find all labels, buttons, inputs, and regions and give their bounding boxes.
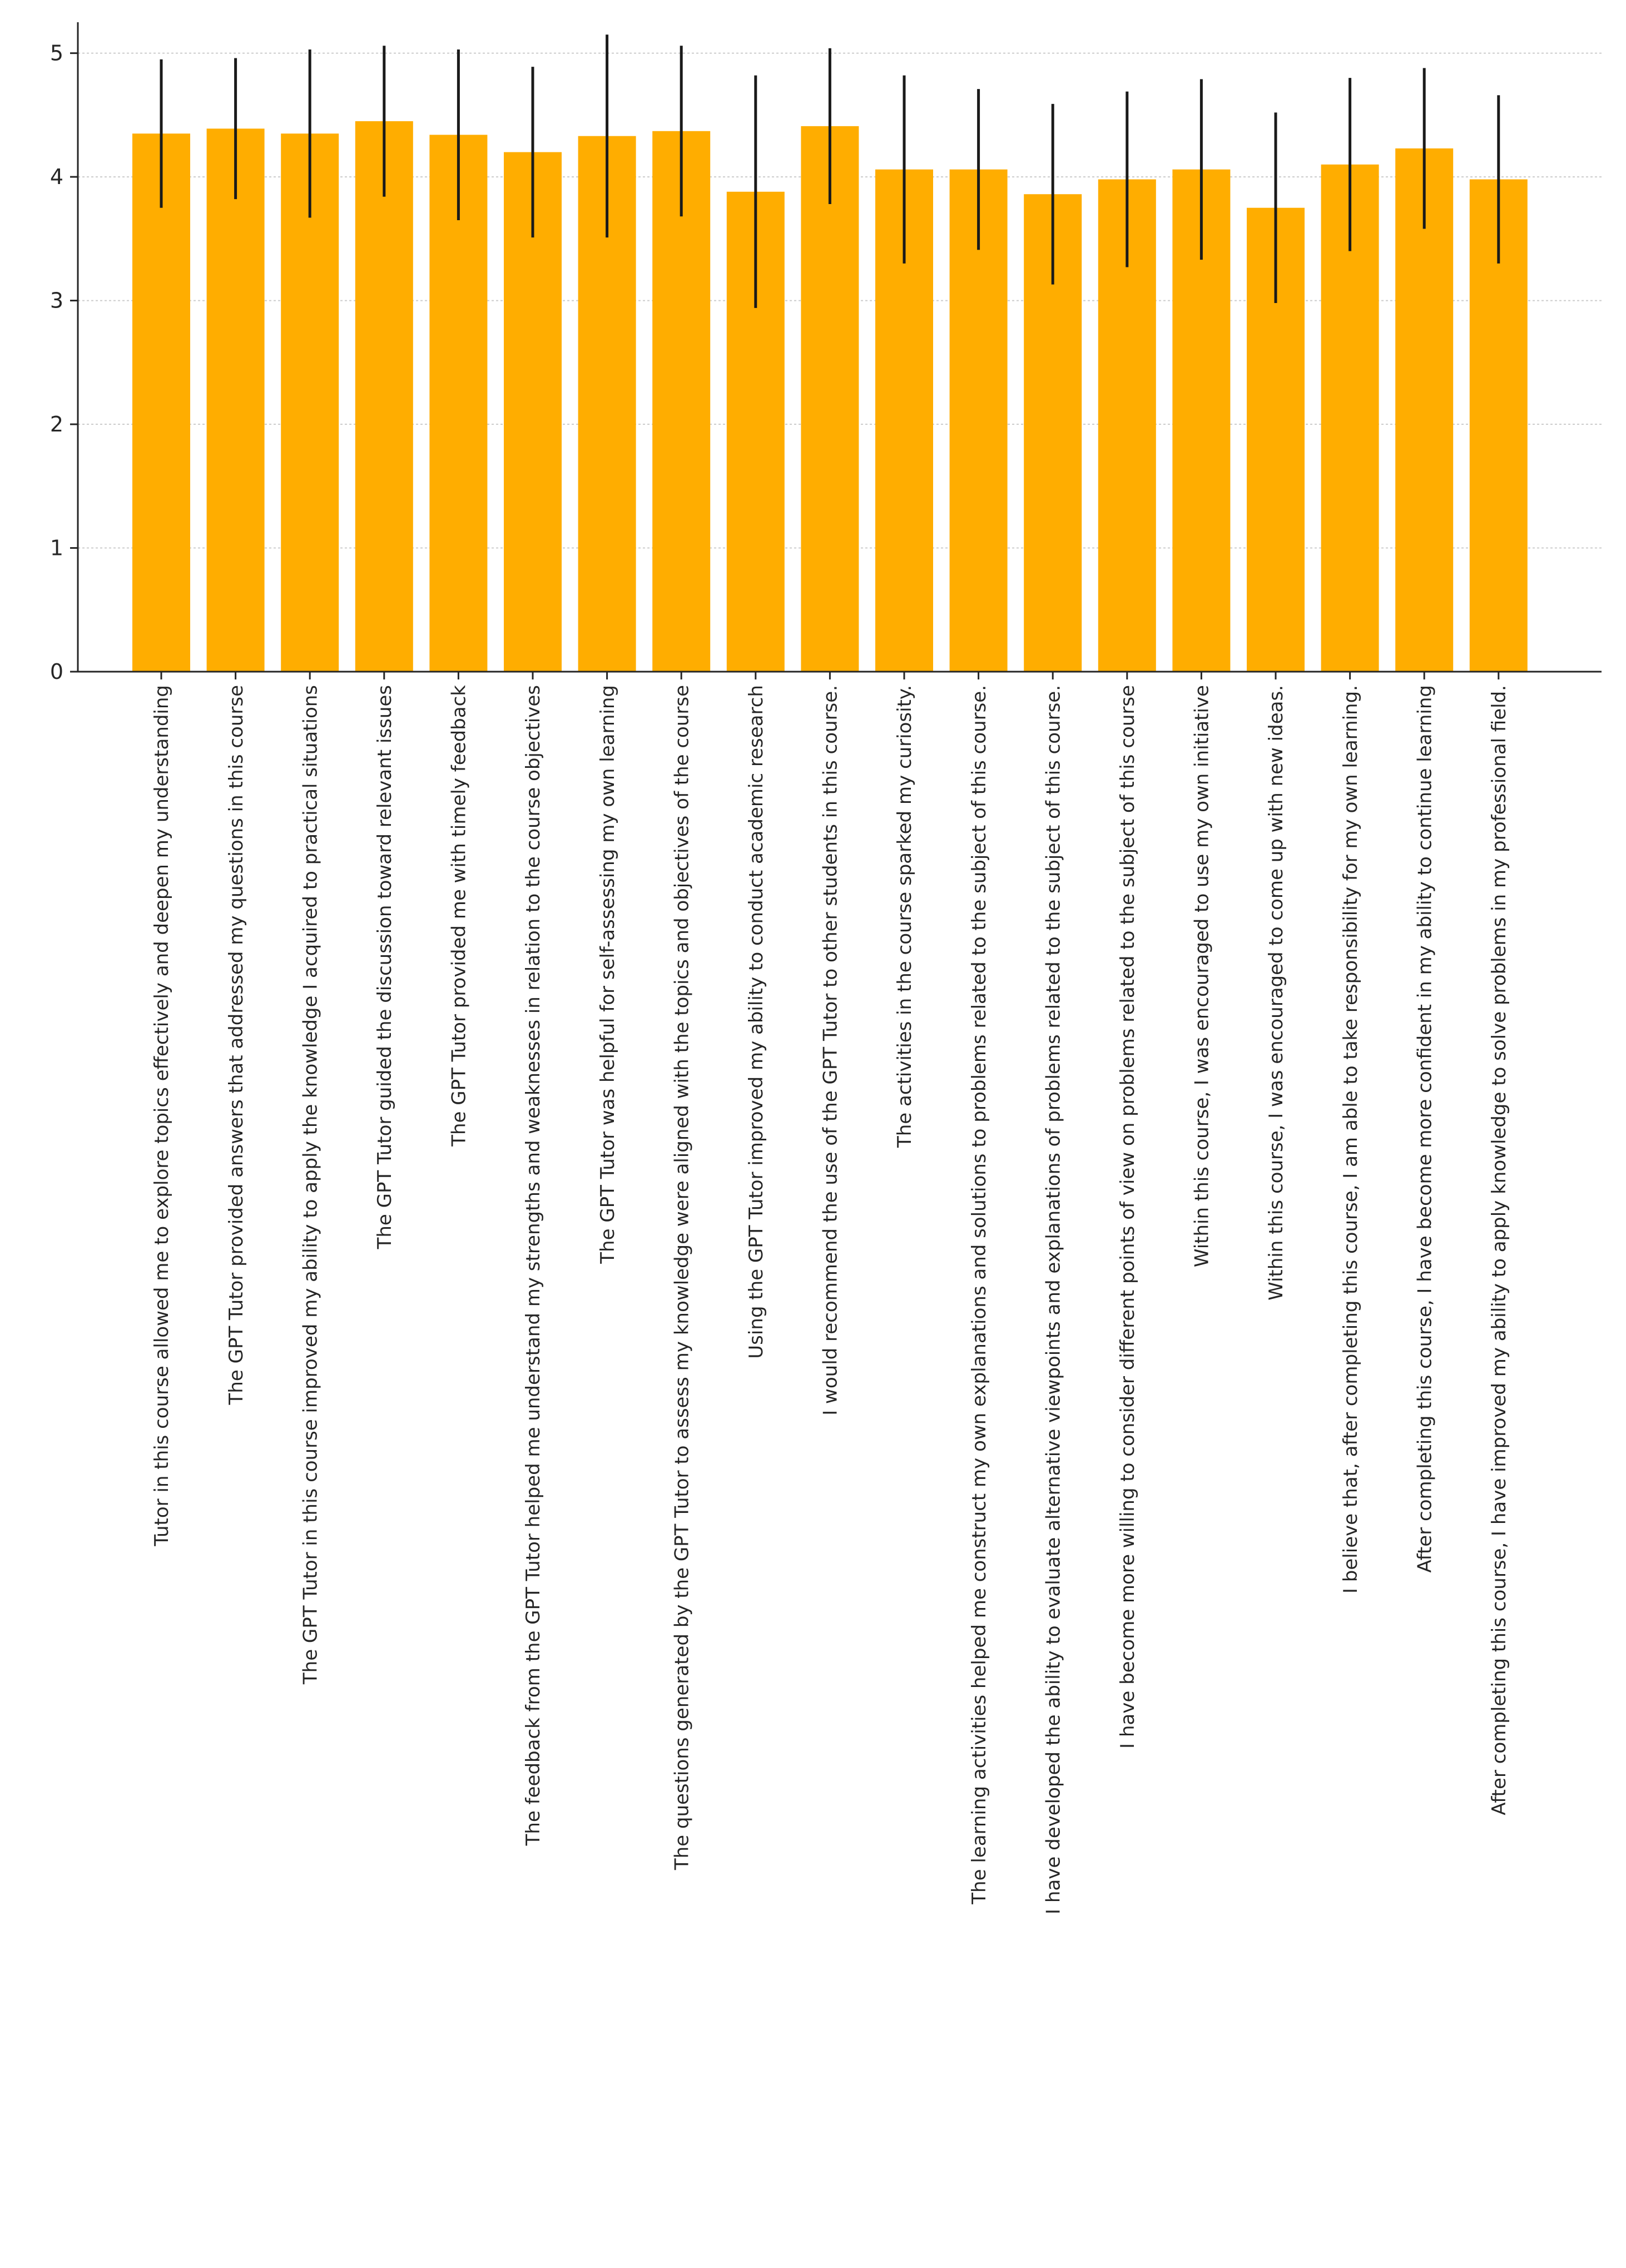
x-tick-label: After completing this course, I have improved my ability to apply knowledge to solve problems in my professional field.: [1488, 685, 1511, 1815]
y-tick-label: 4: [49, 165, 63, 190]
x-tick-label: I believe that, after completing this course, I am able to take responsibility for my own learning.: [1339, 685, 1362, 1594]
x-tick-label: The GPT Tutor was helpful for self-assessing my own learning: [596, 684, 619, 1264]
y-tick-label: 3: [49, 288, 63, 313]
y-tick-label: 1: [49, 535, 63, 560]
x-tick-label: Tutor in this course allowed me to explore topics effectively and deepen my understanding: [151, 685, 173, 1546]
x-tick-label: The questions generated by the GPT Tutor to assess my knowledge were aligned with the topics and objectives of the course: [671, 685, 693, 1870]
bar: [132, 133, 190, 672]
x-tick-label: The activities in the course sparked my curiosity.: [894, 685, 916, 1148]
x-tick-label: The GPT Tutor provided answers that addressed my questions in this course: [225, 685, 247, 1405]
x-tick-labels: [151, 685, 1510, 1914]
x-tick-label: I would recommend the use of the GPT Tutor to other students in this course.: [819, 685, 842, 1416]
x-tick-label: Within this course, I was encouraged to use my own initiative: [1191, 685, 1213, 1268]
x-tick-label: The learning activities helped me construct my own explanations and solutions to problems related to the subject of this course.: [968, 685, 990, 1904]
y-tick-labels: [50, 41, 63, 684]
y-tick-label: 5: [49, 41, 63, 66]
x-tick-label: After completing this course, I have become more confident in my ability to continue learning: [1414, 685, 1436, 1573]
x-tick-label: The GPT Tutor in this course improved my ability to apply the knowledge I acquired to practical situations: [299, 685, 322, 1685]
y-tick-label: 0: [49, 659, 63, 684]
x-tick-label: I have developed the ability to evaluate alternative viewpoints and explanations of problems related to the subject of this course.: [1042, 685, 1065, 1914]
bar: [801, 126, 859, 672]
bar: [355, 121, 413, 672]
x-tick-label: The GPT Tutor guided the discussion toward relevant issues: [374, 685, 396, 1249]
x-tick-label: Within this course, I was encouraged to come up with new ideas.: [1265, 685, 1288, 1301]
y-tick-label: 2: [49, 412, 63, 437]
x-tick-label: The feedback from the GPT Tutor helped me understand my strengths and weaknesses in relation to the course objectives: [522, 685, 545, 1846]
bar: [207, 128, 265, 672]
x-tick-label: I have become more willing to consider different points of view on problems related to the subject of this course: [1117, 685, 1139, 1749]
x-tick-label: Using the GPT Tutor improved my ability to conduct academic research: [745, 685, 768, 1359]
x-tick-label: The GPT Tutor provided me with timely feedback: [448, 685, 470, 1147]
